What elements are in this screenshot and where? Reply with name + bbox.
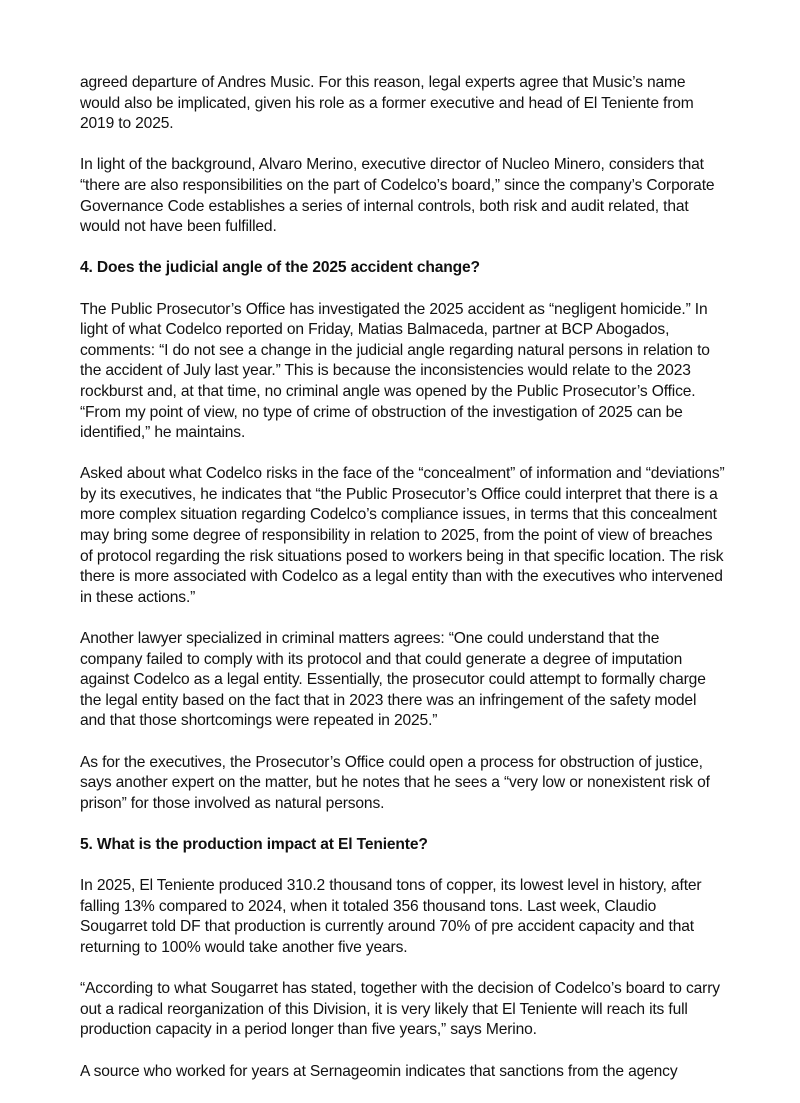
paragraph-prosecutor-investigation: The Public Prosecutor’s Office has investigated the 2025 accident as “negligent homicide.” In light of what Codelco reported on Friday, Matias Balmaceda, partner at BCP Abogados, comments: “I do not see a change in the judicial angle regarding natural persons in relation to the accident of July last year.” This is because the inconsistencies would relate to the 2023 rockburst and, at that time, no criminal angle was opened by the Public Prosecutor’s Office. “From my point of view, no type of crime of obstruction of the investigation of 2025 can be identified,” he maintains. bbox=[80, 300, 710, 442]
paragraph-criminal-lawyer-opinion: Another lawyer specialized in criminal matters agrees: “One could understand that the company failed to comply with its protocol and that could generate a degree of imputation against Codelco as a legal entity. Essentially, the prosecutor could attempt to formally charge the legal entity based on the fact that in 2023 there was an infringement of the safety model and that those shortcomings were repeated in 2025.” bbox=[80, 630, 706, 730]
paragraph-concealment-risks: Asked about what Codelco risks in the face of the “concealment” of information and “deviations” by its executives, he indicates that “the Public Prosecutor’s Office could interpret that there is a more complex situation regarding Codelco’s compliance issues, in terms that this concealment may bring some degree of responsibility in relation to 2025, from the point of view of breaches of protocol regarding the risk situations posed to workers being in that specific location. The risk there is more associated with Codelco as a legal entity than with the executives who intervened in these actions.” bbox=[80, 465, 725, 606]
paragraph-executives-obstruction: As for the executives, the Prosecutor’s Office could open a process for obstruction of justice, says another expert on the matter, but he notes that he sees a “very low or nonexistent risk of prison” for those involved as natural persons. bbox=[80, 753, 710, 812]
paragraph-merino-recovery-outlook: “According to what Sougarret has stated, together with the decision of Codelco’s board to carry out a radical reorganization of this Division, it is very likely that El Teniente will reach its full production capacity in a period longer than five years,” says Merino. bbox=[80, 980, 720, 1039]
document-page bbox=[80, 73, 725, 1103]
section-heading-judicial-angle: 4. Does the judicial angle of the 2025 accident change? bbox=[80, 259, 480, 277]
paragraph-sernageomin-source: A source who worked for years at Sernageomin indicates that sanctions from the agency bbox=[80, 1062, 678, 1080]
section-heading-production-impact: 5. What is the production impact at El Teniente? bbox=[80, 835, 428, 853]
paragraph-merino-board-responsibility: In light of the background, Alvaro Merino, executive director of Nucleo Minero, considers that “there are also responsibilities on the part of Codelco’s board,” since the company’s Corporate Governance Code establishes a series of internal controls, both risk and audit related, that would not have been fulfilled. bbox=[80, 156, 715, 236]
paragraph-andres-music-departure: agreed departure of Andres Music. For this reason, legal experts agree that Music’s name would also be implicated, given his role as a former executive and head of El Teniente from 2019 to 2025. bbox=[80, 74, 694, 133]
paragraph-production-figures: In 2025, El Teniente produced 310.2 thousand tons of copper, its lowest level in history, after falling 13% compared to 2024, when it totaled 356 thousand tons. Last week, Claudio Sougarret told DF that production is currently around 70% of pre accident capacity and that returning to 100% would take another five years. bbox=[80, 877, 702, 956]
